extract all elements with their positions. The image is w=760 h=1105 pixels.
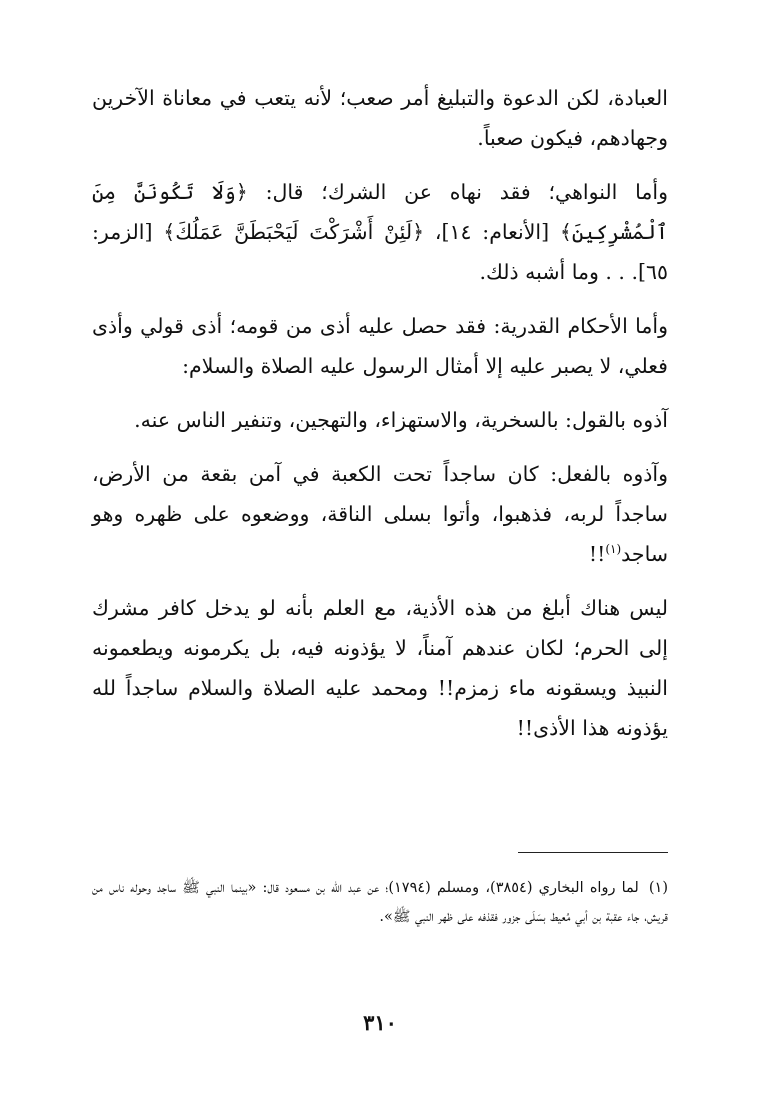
paragraph-p5 [92, 454, 668, 574]
quran-verse: ﴿لَئِنْ أَشْرَكْتَ لَيَحْبَطَنَّ عَمَلُكَ﴾ [163, 220, 425, 244]
paragraph-p3 [92, 306, 668, 386]
page-number: ٣١٠ [363, 1010, 397, 1035]
paragraph-p6 [92, 588, 668, 748]
footnote-separator [518, 852, 668, 853]
paragraph-p2 [92, 172, 668, 292]
main-text [92, 78, 668, 748]
paragraph-text: وآذوه بالفعل: كان ساجداً تحت الكعبة في آمن بقعة من الأرض، ساجداً لربه، فذهبوا، وأتوا بسلى الناقة، ووضعوه على ظهره وهو ساجد [92, 462, 668, 566]
footnote-ref: (١) [605, 542, 622, 557]
quran-verse: ﴿وَلَا تَكُونَنَّ مِنَ ٱلْمُشْرِكِينَ﴾ [92, 180, 669, 244]
paragraph-text: آذوه بالقول: بالسخرية، والاستهزاء، والتهجين، وتنفير الناس عنه. [134, 408, 668, 432]
paragraph-p1 [92, 78, 668, 158]
footnote-text: لما رواه البخاري (٣٨٥٤)، ومسلم (١٧٩٤)؛ عن عبد الله بن مسعود قال: «بينما النبي ﷺ ساجد وحوله ناس من قريش، جاء عقبة بن أبي مُعيط بسَلَى جزور فقذفه على ظهر النبي ﷺ». [92, 880, 668, 925]
footnote-number: (١) [648, 880, 668, 896]
footnote [92, 874, 668, 932]
paragraph-text: !! [588, 542, 606, 566]
paragraph-p4 [92, 400, 668, 440]
paragraph-text: وأما الأحكام القدرية: فقد حصل عليه أذى من قومه؛ أذى قولي وأذى فعلي، لا يصبر عليه إلا أمثال الرسول عليه الصلاة والسلام: [92, 314, 668, 378]
paragraph-text: وأما النواهي؛ فقد نهاه عن الشرك؛ قال: [247, 180, 668, 204]
paragraph-text: العبادة، لكن الدعوة والتبليغ أمر صعب؛ لأنه يتعب في معاناة الآخرين وجهادهم، فيكون صعباً. [92, 86, 668, 150]
paragraph-text: [الزمر: ٦٥]. . . وما أشبه ذلك. [92, 220, 668, 284]
paragraph-text: [الأنعام: ١٤]، [424, 220, 560, 244]
paragraph-text: ليس هناك أبلغ من هذه الأذية، مع العلم بأنه لو يدخل كافر مشرك إلى الحرم؛ لكان عندهم آمناً، لا يؤذونه فيه، بل يكرمونه ويطعمونه النبيذ ويسقونه ماء زمزم!! ومحمد عليه الصلاة والسلام ساجداً لله يؤذونه هذا الأذى!! [92, 596, 668, 740]
